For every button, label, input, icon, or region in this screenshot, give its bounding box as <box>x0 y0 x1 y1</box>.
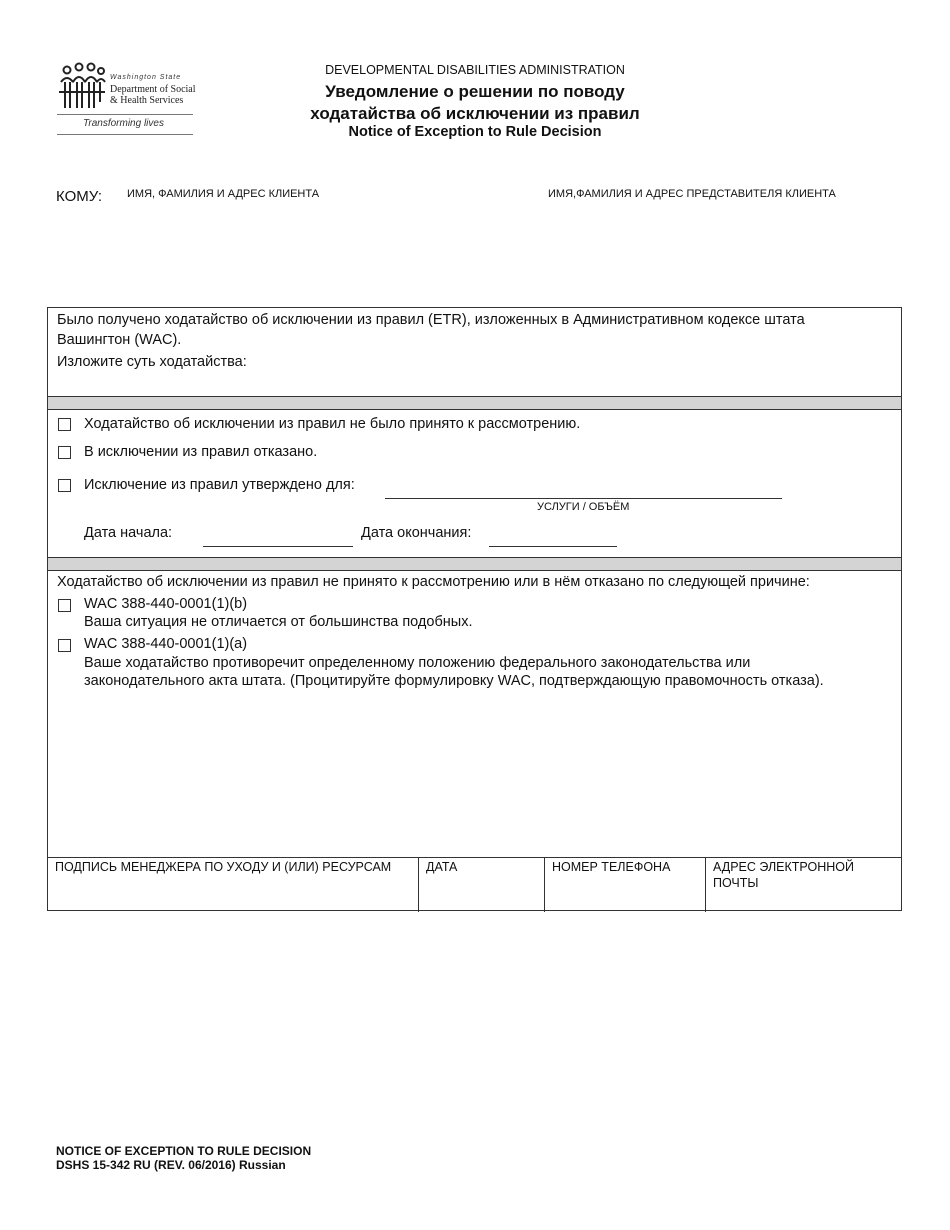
wac-a-text-line1: Ваше ходатайство противоречит определенному положению федерального законодательства или <box>84 655 751 671</box>
representative-name-address-field[interactable]: ИМЯ,ФАМИЛИЯ И АДРЕС ПРЕДСТАВИТЕЛЯ КЛИЕНТА <box>548 188 836 200</box>
wac-b-checkbox[interactable] <box>58 599 71 612</box>
wac-a-checkbox[interactable] <box>58 639 71 652</box>
end-date-label: Дата окончания: <box>361 525 472 541</box>
to-label: КОМУ: <box>56 188 103 205</box>
logo-tagline: Transforming lives <box>83 118 164 129</box>
request-summary-label: Изложите суть ходатайства: <box>57 354 247 370</box>
form-footer-number: DSHS 15-342 RU (REV. 06/2016) Russian <box>56 1158 286 1172</box>
services-amount-field[interactable] <box>385 498 782 499</box>
page-title-ru: Уведомление о решении по поводу ходатайства об исключении из правил <box>310 82 640 123</box>
page-title-en: Notice of Exception to Rule Decision <box>348 124 602 140</box>
signature-row <box>48 857 901 912</box>
not-accepted-label: Ходатайство об исключении из правил не было принято к рассмотрению. <box>84 416 581 432</box>
start-date-field[interactable] <box>203 546 353 547</box>
request-text-line1: Было получено ходатайство об исключении из правил (ETR), изложенных в Административном кодексе штата <box>57 312 805 328</box>
logo-department: Department of Social & Health Services <box>110 84 196 106</box>
services-caption: УСЛУГИ / ОБЪЁМ <box>537 501 630 513</box>
section-divider <box>48 557 901 571</box>
denied-label: В исключении из правил отказано. <box>84 444 318 460</box>
wac-b-code: WAC 388-440-0001(1)(b) <box>84 596 248 612</box>
request-text-line2: Вашингтон (WAC). <box>57 332 182 348</box>
approved-checkbox[interactable] <box>58 479 71 492</box>
form-footer-title: NOTICE OF EXCEPTION TO RULE DECISION <box>56 1144 312 1158</box>
start-date-label: Дата начала: <box>84 525 173 541</box>
denied-checkbox[interactable] <box>58 446 71 459</box>
section-divider <box>48 396 901 410</box>
reason-intro: Ходатайство об исключении из правил не принято к рассмотрению или в нём отказано по следующей причине: <box>57 574 810 590</box>
logo-state: Washington State <box>110 74 182 81</box>
phone-number-field[interactable]: НОМЕР ТЕЛЕФОНА <box>544 858 705 912</box>
wac-a-text-line2: законодательного акта штата. (Процитируйте формулировку WAC, подтверждающую правомочность отказа). <box>84 673 824 689</box>
decision-form <box>47 307 902 911</box>
signature-date-field[interactable]: ДАТА <box>418 858 544 912</box>
approved-label: Исключение из правил утверждено для: <box>84 477 355 493</box>
wac-b-text: Ваша ситуация не отличается от большинства подобных. <box>84 614 473 630</box>
end-date-field[interactable] <box>489 546 617 547</box>
client-name-address-field[interactable]: ИМЯ, ФАМИЛИЯ И АДРЕС КЛИЕНТА <box>127 188 320 200</box>
manager-signature-field[interactable]: ПОДПИСЬ МЕНЕДЖЕРА ПО УХОДУ И (ИЛИ) РЕСУРСАМ <box>55 860 392 874</box>
agency-name: DEVELOPMENTAL DISABILITIES ADMINISTRATION <box>325 63 625 77</box>
not-accepted-checkbox[interactable] <box>58 418 71 431</box>
email-address-field[interactable]: АДРЕС ЭЛЕКТРОННОЙ ПОЧТЫ <box>705 858 901 912</box>
wac-a-code: WAC 388-440-0001(1)(a) <box>84 636 248 652</box>
